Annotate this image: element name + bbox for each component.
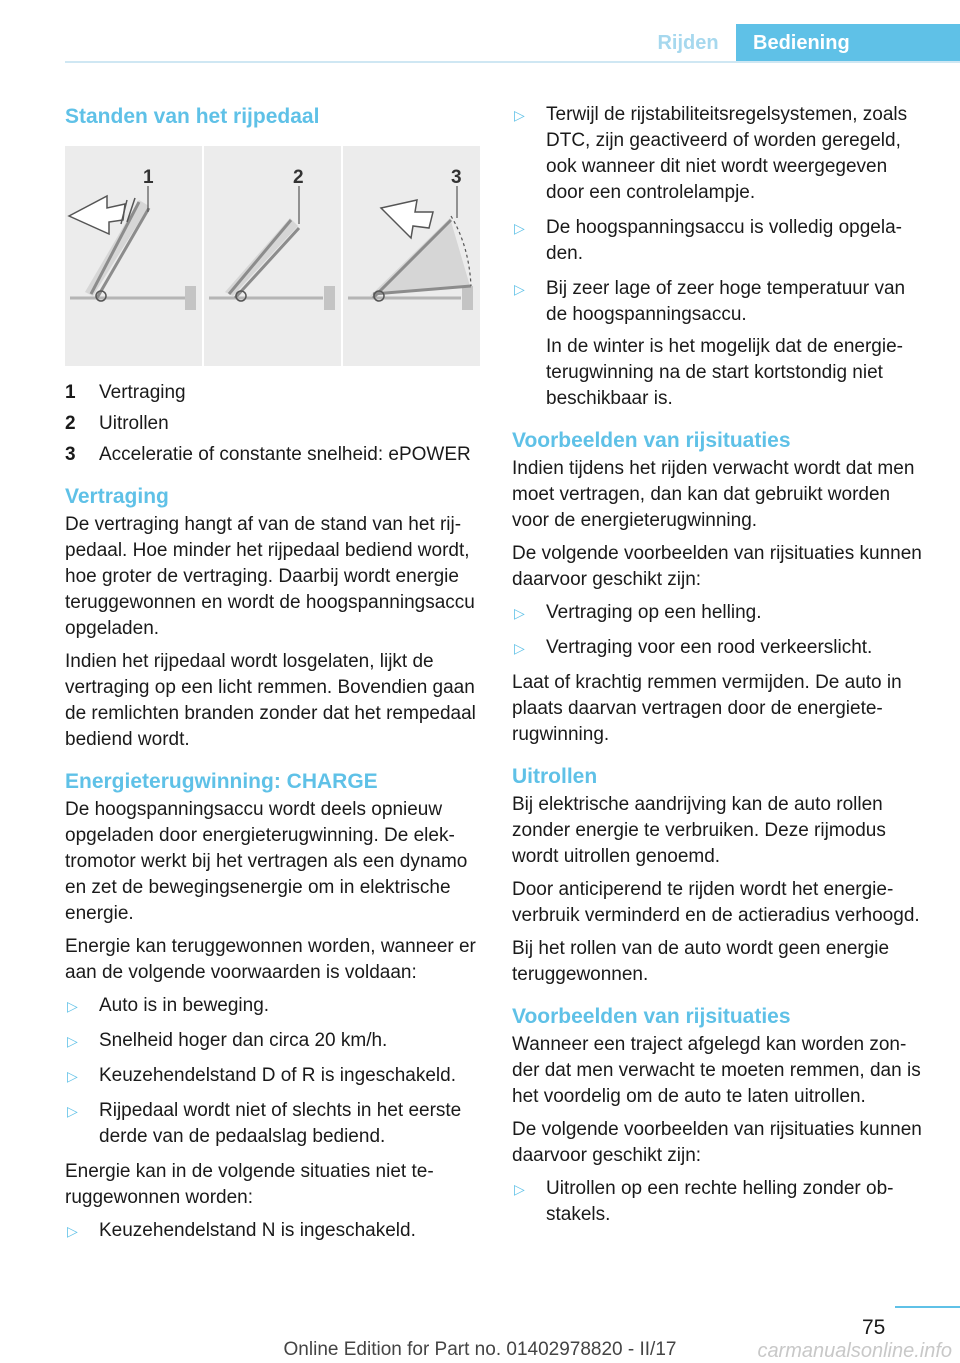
triangle-bullet-icon: ▷ [514, 107, 525, 123]
legend-text: Acceleratie of constante snelheid: ePOWER [99, 444, 471, 465]
triangle-bullet-icon: ▷ [67, 998, 78, 1014]
triangle-bullet-icon: ▷ [514, 640, 525, 656]
list-item: ▷ Auto is in beweging. [65, 993, 480, 1019]
list-item: ▷ Snelheid hoger dan circa 20 km/h. [65, 1028, 480, 1054]
legend-text: Vertraging [99, 382, 186, 403]
list-item: ▷ Uitrollen op een rechte helling zonder obstakels. [512, 1176, 927, 1228]
list-item-text: Bij zeer lage of zeer hoge temperatuur van de hoogspanningsaccu. [546, 278, 906, 325]
exceptions-list [65, 1218, 480, 1244]
watermark: carmanualsonline.info [757, 1340, 952, 1362]
pedal-illustration [65, 146, 480, 366]
heading-charge: Energieterugwinning: CHARGE [65, 770, 378, 793]
pedal-positions-figure [65, 146, 480, 366]
figure-legend [65, 380, 480, 468]
list-item: ▷ Rijpedaal wordt niet of slechts in het eerste derde van de pedaalslag bediend. [65, 1098, 480, 1150]
exceptions-list-continued [512, 102, 927, 412]
list-item: ▷ De hoogspanningsaccu is volledig opgeladen. [512, 215, 927, 267]
page-number: 75 [862, 1316, 886, 1339]
paragraph: De volgende voorbeelden van rijsituaties kunnen daarvoor geschikt zijn: [512, 1119, 922, 1166]
paragraph: Laat of krachtig remmen vermijden. De auto in plaats daarvan vertragen door de energieterugwinning. [512, 672, 902, 745]
list-item: ▷ Keuzehendelstand N is ingeschakeld. [65, 1218, 480, 1244]
examples-list-2 [512, 1176, 927, 1228]
triangle-bullet-icon: ▷ [67, 1068, 78, 1084]
paragraph: Energie kan in de volgende situaties niet teruggewonnen worden: [65, 1161, 434, 1208]
legend-item [65, 442, 480, 468]
heading-uitrollen: Uitrollen [512, 765, 598, 788]
edition-footer: Online Edition for Part no. 01402978820 - II/17 [283, 1339, 677, 1360]
figure-label-1: 1 [143, 167, 154, 188]
figure-label-2: 2 [293, 167, 304, 188]
paragraph: De vertraging hangt af van de stand van het rijpedaal. Hoe minder het rijpedaal bediend wordt, hoe groter de vertraging. Daarbij wordt energie teruggewonnen en wordt de hoogspanningsaccu opgeladen. [65, 514, 475, 639]
heading-vertraging: Vertraging [65, 485, 169, 508]
triangle-bullet-icon: ▷ [67, 1033, 78, 1049]
legend-number: 2 [65, 413, 76, 434]
list-item: ▷ Keuzehendelstand D of R is ingeschakeld. [65, 1063, 480, 1089]
triangle-bullet-icon: ▷ [514, 605, 525, 621]
section-tab-rijden[interactable]: Rijden [657, 32, 719, 54]
paragraph: Energie kan teruggewonnen worden, wanneer er aan de volgende voorwaarden is voldaan: [65, 936, 476, 983]
legend-number: 1 [65, 382, 76, 403]
triangle-bullet-icon: ▷ [514, 1181, 525, 1197]
footer-divider [895, 1306, 960, 1308]
section-tab-bediening[interactable]: Bediening [736, 24, 960, 62]
paragraph: Door anticiperend te rijden wordt het energieverbruik verminderd en de actieradius verhoogd. [512, 879, 920, 926]
legend-number: 3 [65, 444, 76, 465]
paragraph: Indien het rijpedaal wordt losgelaten, lijkt de vertraging op een licht remmen. Bovendien gaan de remlichten branden zonder dat het rempedaal bediend wordt. [65, 651, 476, 750]
triangle-bullet-icon: ▷ [514, 281, 525, 297]
paragraph: Indien tijdens het rijden verwacht wordt dat men moet vertragen, dan kan dat gebruikt worden voor de energieterugwinning. [512, 458, 915, 531]
legend-text: Uitrollen [99, 413, 169, 434]
legend-item [65, 411, 480, 437]
list-item: ▷ Vertraging op een helling. [512, 600, 927, 626]
heading-voorbeelden-2: Voorbeelden van rijsituaties [512, 1005, 791, 1028]
triangle-bullet-icon: ▷ [514, 220, 525, 236]
list-item: ▷ Terwijl de rijstabiliteitsregelsystemen, zoals DTC, zijn geactiveerd of worden geregeld, ook wanneer dit niet wordt weergegeven door een controlelampje. [512, 102, 927, 206]
paragraph: Bij elektrische aandrijving kan de auto rollen zonder energie te verbruiken. Deze rijmodus wordt uitrollen genoemd. [512, 794, 886, 867]
triangle-bullet-icon: ▷ [67, 1223, 78, 1239]
header-divider [65, 61, 960, 63]
paragraph: Wanneer een traject afgelegd kan worden zonder dat men verwacht te moeten remmen, dan is het voordelig om de auto te laten uitrollen. [512, 1034, 921, 1107]
list-item: ▷ Vertraging voor een rood verkeerslicht. [512, 635, 927, 661]
figure-label-3: 3 [451, 167, 462, 188]
heading-voorbeelden-1: Voorbeelden van rijsituaties [512, 429, 791, 452]
right-column [512, 96, 927, 1237]
list-item-note: In de winter is het mogelijk dat de energieterugwinning na de start kortstondig niet beschikbaar is. [546, 336, 903, 409]
paragraph: De volgende voorbeelden van rijsituaties kunnen daarvoor geschikt zijn: [512, 543, 922, 590]
paragraph: De hoogspanningsaccu wordt deels opnieuw opgeladen door energieterugwinning. De elektromotor werkt bij het vertragen als een dynamo en zet de bewegingsenergie om in elektrische energie. [65, 799, 468, 924]
legend-item [65, 380, 480, 406]
list-item [512, 276, 927, 412]
paragraph: Bij het rollen van de auto wordt geen energie teruggewonnen. [512, 938, 890, 985]
left-column [65, 96, 480, 1253]
page-title: Standen van het rijpedaal [65, 105, 320, 128]
conditions-list [65, 993, 480, 1150]
triangle-bullet-icon: ▷ [67, 1103, 78, 1119]
examples-list-1 [512, 600, 927, 661]
